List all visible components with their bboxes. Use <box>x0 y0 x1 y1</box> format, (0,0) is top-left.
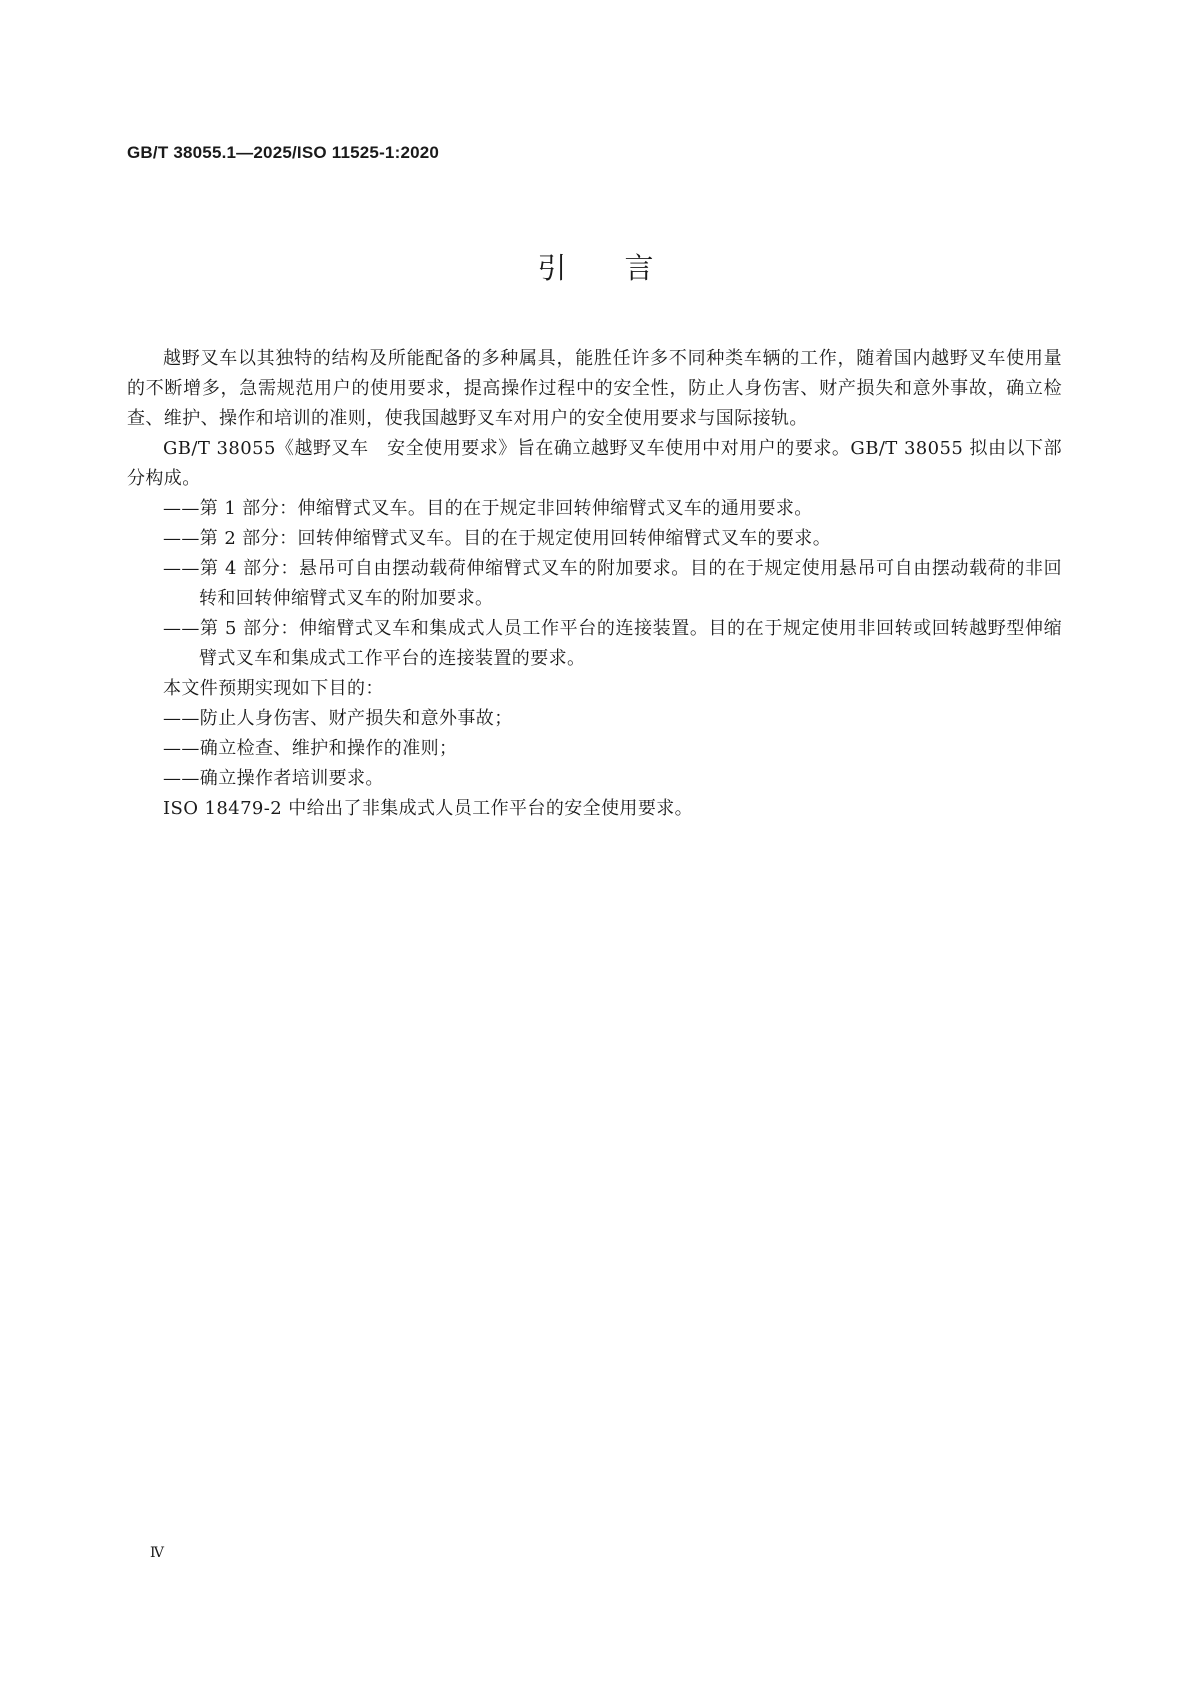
intro-paragraph: 越野叉车以其独特的结构及所能配备的多种属具，能胜任许多不同种类车辆的工作，随着国内越野叉车使用量的不断增多，急需规范用户的使用要求，提高操作过程中的安全性，防止人身伤害、财产损失和意外事故，确立检查、维护、操作和培训的准则，使我国越野叉车对用户的安全使用要求与国际接轨。 <box>127 348 1062 429</box>
list-item-purpose-2: ——确立检查、维护和操作的准则； <box>163 738 458 759</box>
list-item-part-4: ——第 4 部分：悬吊可自由摆动载荷伸缩臂式叉车的附加要求。目的在于规定使用悬吊可自由摆动载荷的非回转和回转伸缩臂式叉车的附加要求。 <box>163 558 1062 609</box>
body-text <box>127 344 1062 824</box>
list-item-part-2: ——第 2 部分：回转伸缩臂式叉车。目的在于规定使用回转伸缩臂式叉车的要求。 <box>163 528 832 549</box>
list-item-purpose-3: ——确立操作者培训要求。 <box>163 768 384 789</box>
list-item-part-1: ——第 1 部分：伸缩臂式叉车。目的在于规定非回转伸缩臂式叉车的通用要求。 <box>163 498 813 519</box>
closing-paragraph: ISO 18479-2 中给出了非集成式人员工作平台的安全使用要求。 <box>163 798 694 819</box>
page-number: Ⅳ <box>150 1545 164 1561</box>
section-title: 引言 <box>537 251 712 285</box>
list-item-purpose-1: ——防止人身伤害、财产损失和意外事故； <box>163 708 513 729</box>
standard-number-header: GB/T 38055.1—2025/ISO 11525-1:2020 <box>127 143 440 162</box>
purpose-intro: 本文件预期实现如下目的： <box>163 678 384 699</box>
list-item-part-5: ——第 5 部分：伸缩臂式叉车和集成式人员工作平台的连接装置。目的在于规定使用非回转或回转越野型伸缩臂式叉车和集成式工作平台的连接装置的要求。 <box>163 618 1062 669</box>
structure-paragraph: GB/T 38055《越野叉车 安全使用要求》旨在确立越野叉车使用中对用户的要求。GB/T 38055 拟由以下部分构成。 <box>127 438 1062 489</box>
